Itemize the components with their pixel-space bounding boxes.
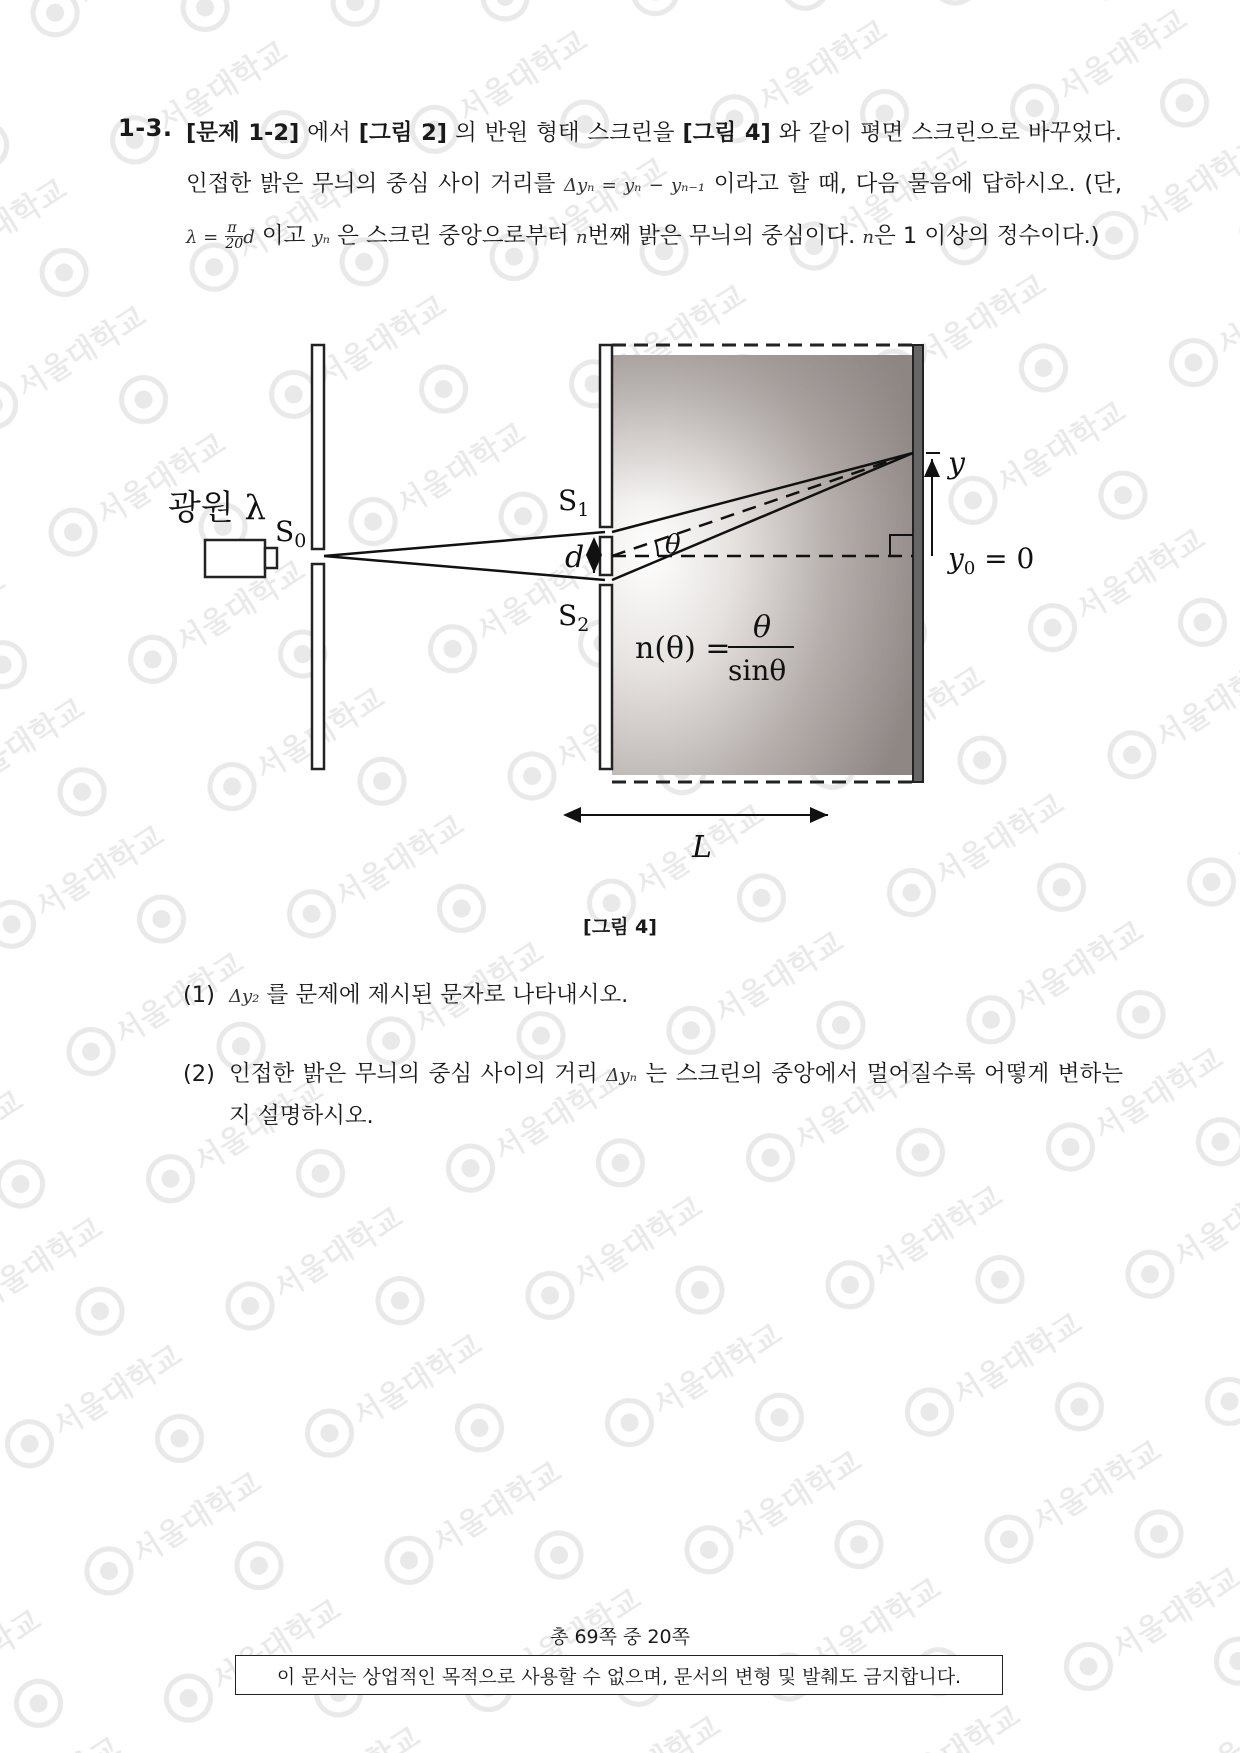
- page-count: 총 69쪽 중 20쪽: [550, 1626, 690, 1648]
- flat-screen: [913, 345, 923, 782]
- subquestion-2-text: [229, 1054, 1123, 1136]
- usage-notice-text: 이 문서는 상업적인 목적으로 사용할 수 없으며, 문서의 변형 및 발췌도 금지합니다.: [276, 1665, 962, 1688]
- subquestion-text-part: 인접한 밝은 무늬의 중심 사이의 거리: [229, 1061, 607, 1087]
- subquestion-1-label: (1): [183, 982, 215, 1008]
- l-label: L: [692, 830, 712, 865]
- delta-yn-symbol: Δyₙ: [606, 1065, 637, 1086]
- barrier-s0-top: [312, 345, 324, 549]
- lambda-fraction: [225, 221, 243, 252]
- subquestion-1-text: [229, 975, 1123, 1017]
- barrier-middle: [600, 537, 612, 575]
- yn-symbol: yₙ: [312, 227, 330, 248]
- problem-statement: [118, 108, 1122, 263]
- problem-text-part: 에서: [299, 120, 359, 146]
- y-label: y: [948, 446, 965, 481]
- figure-ref: [그림 4]: [682, 120, 771, 146]
- delta-y-formula: Δyₙ = yₙ − yₙ₋₁: [563, 175, 706, 196]
- subquestion-2-label: (2): [183, 1061, 215, 1087]
- barrier-bottom: [600, 585, 612, 769]
- barrier-top: [600, 345, 612, 527]
- n-symbol: n: [862, 227, 874, 248]
- lambda-lhs: λ =: [186, 227, 219, 248]
- s1-label: $S_1$: [558, 484, 590, 521]
- problem-text-part: 번째 밝은 무늬의 중심이다.: [587, 223, 863, 249]
- refractive-index-numerator: θ: [753, 610, 772, 645]
- light-source-lens: [265, 548, 277, 568]
- subquestion-text-part: 를 문제에 제시된 문자로 나타내시오.: [259, 982, 629, 1008]
- barrier-s0-bottom: [312, 564, 324, 769]
- subquestion-1: [183, 975, 1123, 1017]
- ray-s0-s1: [324, 532, 605, 556]
- n-symbol: n: [575, 227, 588, 248]
- delta-y2-symbol: Δy₂: [229, 986, 260, 1007]
- problem-text-part: 이고: [254, 223, 313, 249]
- problem-number: 1-3.: [118, 114, 173, 142]
- problem-text-part: 와 같이 평면 스크린으로 바꾸었다. 인접한 밝은 무늬의 중심 사이 거리를: [186, 120, 1122, 197]
- lambda-d: d: [243, 227, 255, 248]
- source-label: 광원 λ: [168, 488, 267, 528]
- problem-text-part: 은 1 이상의 정수이다.): [874, 223, 1100, 249]
- figure-caption: [그림 4]: [583, 916, 657, 938]
- double-slit-figure: [168, 325, 1060, 895]
- problem-text-part: 의 반원 형태 스크린을: [447, 120, 683, 146]
- s2-label: $S_2$: [558, 599, 590, 636]
- theta-label: θ: [665, 530, 681, 560]
- usage-notice: [235, 1655, 1003, 1695]
- problem-text-part: 이라고 할 때, 다음 물음에 답하시오. (단,: [705, 171, 1122, 197]
- refractive-index-lhs: n(θ) =: [635, 631, 731, 666]
- subquestion-2: [183, 1054, 1123, 1136]
- problem-ref: [문제 1-2]: [186, 120, 300, 146]
- s0-label: $S_0$: [275, 515, 307, 552]
- ray-s0-s2: [324, 556, 605, 580]
- d-label: d: [565, 540, 585, 575]
- subquestion-text-part: 는 스크린의 중앙에서 멀어질수록 어떻게 변하는지 설명하시오.: [229, 1061, 1123, 1129]
- refractive-index-denominator: sinθ: [728, 654, 787, 687]
- y0-label: $y_0 = 0$: [948, 542, 1035, 579]
- problem-text: [186, 108, 1122, 263]
- fraction-denominator: 20: [225, 236, 244, 252]
- fraction-numerator: π: [225, 221, 243, 237]
- problem-text-part: 은 스크린 중앙으로부터: [329, 223, 576, 249]
- light-source-body: [205, 540, 265, 577]
- figure-ref: [그림 2]: [358, 120, 448, 146]
